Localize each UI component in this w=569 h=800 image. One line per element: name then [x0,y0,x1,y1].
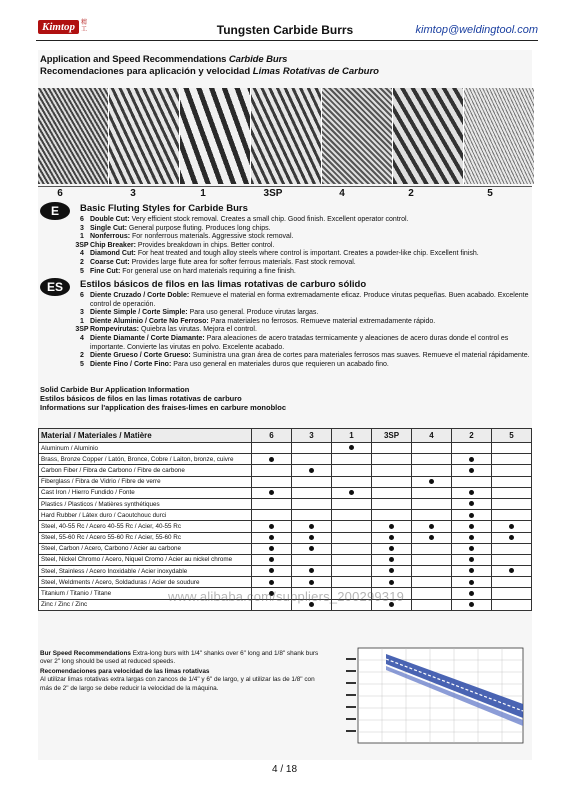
recommended-dot-icon [469,501,474,506]
recommendation-cell [412,554,452,565]
recommendation-cell [372,454,412,465]
table-row [39,498,532,509]
fluting-code: 6 [80,292,84,299]
fluting-description: Double Cut: Very efficient stock removal. Creates a small chip. Good finish. Excellent operator control. [90,216,409,223]
table-row [39,554,532,565]
recommendation-cell [292,487,332,498]
table-row [39,510,532,521]
material-cell: Aluminum / Aluminio [39,443,252,454]
cut-label: 4 [339,188,345,199]
table-row [39,443,532,454]
table-row [39,566,532,577]
recommended-dot-icon [269,457,274,462]
fluting-code: 1 [80,233,84,241]
heading-english: Application and Speed Recommendations Carbide Burs [40,54,288,65]
fluting-code: 3SP [75,326,89,334]
english-section-title: Basic Fluting Styles for Carbide Burs [80,203,248,214]
fluting-description: Single Cut: General purpose fluting. Produces long chips. [90,224,271,232]
recommendation-cell [252,465,292,476]
fluting-item [74,335,530,352]
table-row [39,532,532,543]
recommendation-cell [372,532,412,543]
recommendation-cell [292,443,332,454]
fluting-description: Fine Cut: For general use on hard materials requiring a fine finish. [90,267,296,275]
recommended-dot-icon [269,557,274,562]
recommendation-cell [332,487,372,498]
recommendation-cell [452,476,492,487]
material-cell: Steel, Carbon / Acero, Carbono / Acier au carbone [39,543,252,554]
recommended-dot-icon [269,546,274,551]
recommendation-cell [452,454,492,465]
recommendation-cell [492,566,532,577]
recommended-dot-icon [309,535,314,540]
recommendation-cell [292,566,332,577]
recommendation-cell [412,476,452,487]
recommended-dot-icon [309,546,314,551]
page-header [0,0,569,45]
recommended-dot-icon [469,546,474,551]
speed-spanish: Recomendaciones para velocidad de las limas rotativas [40,667,210,675]
recommended-dot-icon [389,568,394,573]
recommended-dot-icon [349,490,354,495]
recommendation-cell [452,465,492,476]
fluting-item [74,268,530,277]
document-title: Tungsten Carbide Burrs [216,23,354,37]
recommendation-cell [412,577,452,588]
recommendation-cell [292,498,332,509]
fluting-description: Diente Grueso / Corte Grueso: Suministra una gran área de cortes para materiales ferrosos mas suaves. Remueve el material rápidamente. [90,352,530,360]
recommendation-cell [372,476,412,487]
recommendation-cell [492,443,532,454]
heading-spanish: Recomendaciones para aplicación y velocidad Limas Rotativas de Carburo [40,66,379,77]
fluting-code: 4 [80,334,84,342]
fluting-code: 4 [80,250,84,258]
recommendation-cell [252,554,292,565]
fluting-item [74,233,530,242]
recommendation-cell [372,577,412,588]
recommendation-cell [332,476,372,487]
recommended-dot-icon [469,468,474,473]
speed-english: Bur Speed Recommendations Extra-long burs with 1/4" shanks over 6" long and 1/8" shank burs over 2" long should be used at reduced speeds. [40,650,319,666]
fluting-item [74,259,530,268]
recommended-dot-icon [469,602,474,607]
recommended-dot-icon [389,524,394,529]
recommendation-cell [252,510,292,521]
recommended-dot-icon [269,535,274,540]
material-cell: Steel, 40-55 Rc / Acero 40-55 Rc / Acier, 40-55 Rc [39,521,252,532]
recommendation-cell [252,543,292,554]
recommendation-cell [292,521,332,532]
recommendation-cell [372,510,412,521]
recommendation-cell [412,532,452,543]
table-row [39,454,532,465]
recommendation-cell [332,521,372,532]
recommendation-cell [452,554,492,565]
recommended-dot-icon [389,557,394,562]
header-divider [36,40,538,41]
recommended-dot-icon [469,513,474,518]
speed-spanish-text: Al utilizar limas rotativas extra largas con zancos de 1/4" y 6" de largo, y al utilizar las de 1/8" con más de 2" de largo se debe reducir la velocidad de la máquina. [40,676,315,692]
recommended-dot-icon [469,591,474,596]
burr-photo-2 [393,88,463,184]
recommendation-cell [252,566,292,577]
cut-column-header: 3SP [372,429,412,443]
recommendation-cell [412,521,452,532]
recommendation-cell [332,454,372,465]
cut-label: 2 [408,188,414,199]
recommendation-cell [452,498,492,509]
material-cell: Steel, Nickel Chromo / Acero, Niquel Cromo / Acier au nickel chrome [39,554,252,565]
material-cell: Steel, Stainless / Acero Inoxidable / Acier inoxydable [39,566,252,577]
fluting-code: 1 [80,317,84,325]
fluting-item [74,361,530,370]
recommendation-cell [452,599,492,610]
recommendation-cell [452,566,492,577]
recommendation-cell [292,476,332,487]
watermark-text: www.alibaba.com/suppliers_200299319 [168,589,405,604]
fluting-item [74,318,530,327]
english-badge: E [40,202,70,220]
cut-column-header: 6 [252,429,292,443]
recommendation-cell [492,487,532,498]
recommendation-cell [492,465,532,476]
burr-photo-strip [38,88,532,184]
recommended-dot-icon [469,490,474,495]
recommendation-cell [412,498,452,509]
table-heading-en: Solid Carbide Bur Application Information [40,385,190,394]
fluting-code: 3 [80,309,84,317]
burr-photo-1 [180,88,250,184]
recommendation-cell [332,554,372,565]
recommendation-cell [412,599,452,610]
fluting-item [74,250,530,259]
table-row [39,476,532,487]
recommendation-cell [252,476,292,487]
recommendation-cell [332,577,372,588]
recommendation-cell [252,487,292,498]
kimtop-logo [38,19,91,35]
recommendation-cell [452,577,492,588]
fluting-description: Diamond Cut: For heat treated and tough alloy steels where control is important. Creates a powder-like chip. Excellent finish. [90,250,479,258]
cut-label: 5 [487,188,493,199]
recommended-dot-icon [509,535,514,540]
fluting-item [74,242,530,251]
recommendation-cell [452,543,492,554]
recommendation-cell [252,498,292,509]
recommendation-cell [492,498,532,509]
fluting-item [74,309,530,318]
recommendation-cell [452,588,492,599]
recommended-dot-icon [389,546,394,551]
recommendation-cell [492,554,532,565]
recommendation-cell [292,510,332,521]
recommended-dot-icon [469,524,474,529]
recommendation-cell [372,521,412,532]
recommendation-cell [372,566,412,577]
recommendation-cell [292,532,332,543]
recommended-dot-icon [389,535,394,540]
recommendation-cell [252,532,292,543]
recommendation-cell [412,487,452,498]
recommendation-cell [452,443,492,454]
recommendation-cell [452,532,492,543]
fluting-item [74,352,530,361]
recommendation-cell [372,498,412,509]
fluting-code: 3SP [75,241,89,249]
recommendation-cell [492,454,532,465]
recommendation-cell [412,588,452,599]
material-cell: Steel, 55-60 Rc / Acero 55-60 Rc / Acier, 55-60 Rc [39,532,252,543]
table-heading-fr: Informations sur l'application des fraises-limes en carbure monobloc [40,403,287,412]
recommendation-cell [492,543,532,554]
material-cell: Steel, Weldments / Acero, Soldaduras / Acier de soudure [39,577,252,588]
recommendation-cell [372,465,412,476]
fluting-description: Diente Aluminio / Corte No Ferroso: Para materiales no ferrosos. Remueve material extremadamente rápido. [90,317,436,325]
recommendation-cell [332,498,372,509]
recommendation-cell [452,487,492,498]
speed-graph [338,646,528,756]
burr-photo-3 [109,88,179,184]
cut-column-header: 2 [452,429,492,443]
table-row [39,487,532,498]
material-cell: Hard Rubber / Látex duro / Caoutchouc durci [39,510,252,521]
fluting-item [74,326,530,335]
page-number: 4 / 18 [271,764,298,775]
recommended-dot-icon [509,524,514,529]
recommendation-cell [412,454,452,465]
recommendation-cell [412,465,452,476]
recommended-dot-icon [469,535,474,540]
cut-column-header: 5 [492,429,532,443]
recommended-dot-icon [269,524,274,529]
spanish-section-title: Estilos básicos de filos en las limas rotativas de carburo sólido [80,279,367,290]
material-column-header: Material / Materiales / Matière [39,429,252,443]
fluting-code: 2 [80,258,84,266]
fluting-description: Diente Diamante / Corte Diamante: Para aleaciones de acero tratadas termicamente y aleaciones de acero duras donde el control es importante. Convierte las virutas en polvo. Excelente acabado. [90,334,509,351]
recommendation-cell [292,454,332,465]
fluting-description: Diente Fino / Corte Fino: Para uso general en materiales duros que requieren un acabado fino. [90,360,389,368]
cut-column-header: 3 [292,429,332,443]
cut-label: 1 [200,188,206,199]
recommendation-cell [292,577,332,588]
recommendation-cell [332,465,372,476]
recommended-dot-icon [469,557,474,562]
recommendation-cell [412,443,452,454]
cut-label: 3SP [263,188,283,199]
recommended-dot-icon [469,457,474,462]
scanned-catalog-page [38,50,532,760]
cut-type-labels [38,186,532,200]
recommendation-cell [492,532,532,543]
material-cell: Carbon Fiber / Fibra de Carbono / Fibre de carbone [39,465,252,476]
fluting-code: 2 [80,352,84,360]
recommended-dot-icon [429,524,434,529]
fluting-description: Chip Breaker: Provides breakdown in chips. Better control. [90,241,275,249]
recommendation-cell [492,599,532,610]
recommended-dot-icon [269,490,274,495]
recommendation-cell [332,543,372,554]
recommendation-cell [332,566,372,577]
fluting-description: Diente Simple / Corte Simple: Para uso general. Produce virutas largas. [90,309,319,317]
table-row [39,465,532,476]
burr-photo-5 [464,88,534,184]
burr-photo-3sp [251,88,321,184]
material-cell: Titanium / Titanio / Titane [39,588,252,599]
fluting-code: 5 [80,267,84,275]
recommendation-cell [492,577,532,588]
recommended-dot-icon [269,580,274,585]
recommended-dot-icon [469,568,474,573]
recommendation-cell [252,443,292,454]
fluting-description: Coarse Cut: Provides large flute area for softer ferrous materials. Fast stock removal. [90,258,356,266]
fluting-description: Diente Cruzado / Corte Doble: Remueve el material en forma extremadamente eficaz. Produce virutas pequeñas. Buen acabado. Excelente control de operación. [90,292,529,308]
recommendation-cell [492,476,532,487]
recommendation-cell [492,588,532,599]
recommendation-cell [372,487,412,498]
fluting-code: 5 [80,360,84,368]
speed-recommendations [40,650,320,693]
recommended-dot-icon [269,568,274,573]
fluting-description: Rompevirutas: Quiebra las virutas. Mejora el control. [90,326,257,334]
recommended-dot-icon [469,580,474,585]
recommendation-cell [412,510,452,521]
recommended-dot-icon [309,568,314,573]
recommended-dot-icon [389,580,394,585]
application-table [38,428,532,611]
cut-label: 6 [57,188,63,199]
material-cell: Fiberglass / Fibra de Vidrio / Fibre de verre [39,476,252,487]
logo-text: Kimtop [38,20,79,34]
recommendation-cell [292,554,332,565]
recommendation-cell [252,454,292,465]
fluting-code: 3 [80,224,84,232]
recommendation-cell [452,521,492,532]
recommended-dot-icon [429,479,434,484]
recommended-dot-icon [429,535,434,540]
table-row [39,543,532,554]
recommendation-cell [252,577,292,588]
recommendation-cell [292,465,332,476]
recommendation-cell [372,443,412,454]
logo-subtext: 精工 [81,20,88,33]
material-cell: Brass, Bronze Copper / Latón, Bronce, Cobre / Laiton, bronze, cuivre [39,454,252,465]
recommendation-cell [492,510,532,521]
recommendation-cell [372,554,412,565]
cut-label: 3 [130,188,136,199]
cut-column-header: 1 [332,429,372,443]
table-row [39,577,532,588]
recommended-dot-icon [309,524,314,529]
table-heading-es: Estilos básicos de filos en las limas rotativas de carburo [40,394,242,403]
recommendation-cell [292,543,332,554]
cut-column-header: 4 [412,429,452,443]
recommendation-cell [492,521,532,532]
material-cell: Plastics / Plasticos / Matières synthétiques [39,498,252,509]
recommended-dot-icon [309,580,314,585]
fluting-description: Nonferrous: For nonferrous materials. Aggressive stock removal. [90,233,294,241]
recommendation-cell [332,443,372,454]
email-link[interactable]: kimtop@weldingtool.com [415,24,538,36]
recommendation-cell [332,532,372,543]
recommended-dot-icon [309,468,314,473]
fluting-item [74,216,530,225]
recommendation-cell [252,521,292,532]
spanish-badge: ES [40,278,70,296]
fluting-code: 6 [80,216,84,223]
fluting-item [74,225,530,234]
material-cell: Zinc / Zinc / Zinc [39,599,252,610]
fluting-item [74,292,530,309]
recommendation-cell [372,543,412,554]
burr-photo-6 [38,88,108,184]
burr-photo-4 [322,88,392,184]
english-fluting-list [74,216,530,276]
recommended-dot-icon [349,445,354,450]
recommendation-cell [452,510,492,521]
recommended-dot-icon [509,568,514,573]
spanish-fluting-list [74,292,530,369]
recommendation-cell [412,566,452,577]
material-cell: Cast Iron / Hierro Fundido / Fonte [39,487,252,498]
table-header-row [39,429,532,443]
recommendation-cell [332,510,372,521]
recommendation-cell [412,543,452,554]
table-row [39,521,532,532]
